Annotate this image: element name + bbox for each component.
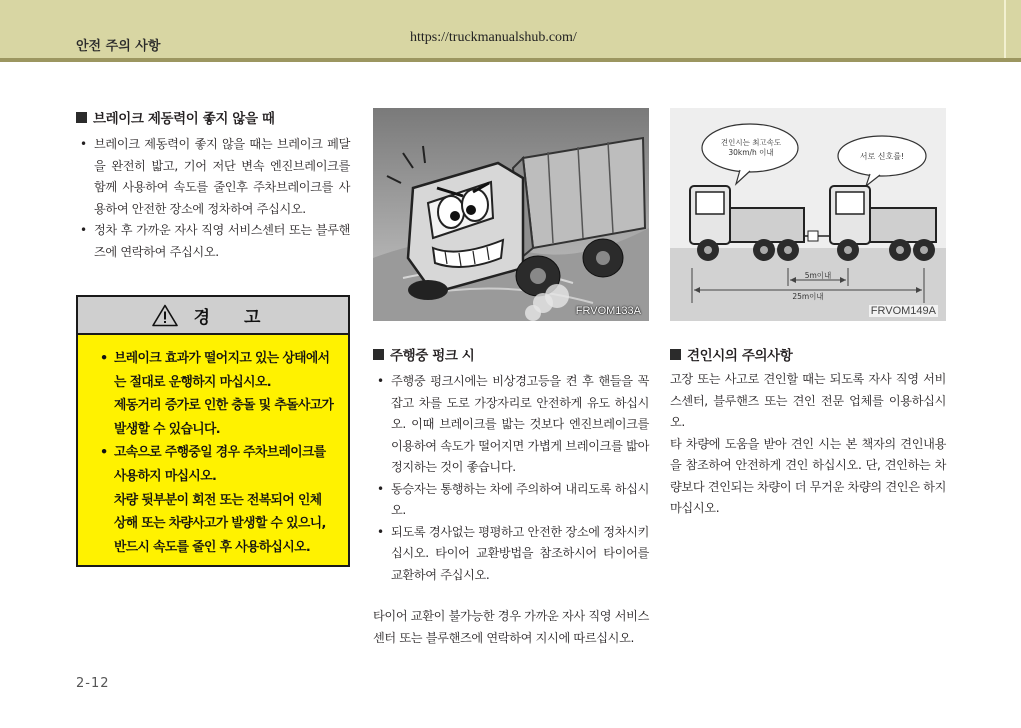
brake-heading [76,108,350,126]
signal-bubble-text: 서로 신호를! [859,152,905,161]
warning-header [78,297,348,335]
header-rule [0,58,1021,62]
section-title: 안전 주의 사항 [76,39,161,54]
warning-box [76,295,350,567]
puncture-bullet-list [373,371,649,586]
towing-paragraph: 고장 또는 사고로 견인할 때는 되도록 자사 직영 서비스센터, 블루핸즈 또는 견인 전문 업체를 이용하십시오. [670,372,946,429]
puncture-heading-text: 주행중 펑크 시 [390,348,475,364]
flat-tire-truck-illustration [373,108,649,321]
truck-cartoon-image [373,108,649,321]
towing-heading-text: 견인시의 주의사항 [687,348,793,364]
warning-list [78,335,348,559]
warning-title: 경 고 [193,307,275,328]
towing-illustration [670,108,946,321]
warning-item [88,441,336,559]
towing-heading [670,345,946,363]
puncture-note: 타이어 교환이 불가능한 경우 가까운 자사 직영 서비스센터 또는 블루핸즈에 연락하여 지시에 따르십시오. [373,609,649,645]
brake-bullet-list [76,134,350,263]
towing-paragraph: 타 차량에 도움을 받아 견인 시는 본 책자의 견인내용을 참조하여 안전하게 견인 하십시오. 단, 견인하는 차량보다 견인되는 차량이 더 무거운 차량의 견인은 하지 마십시오. [670,436,946,515]
column-puncture [373,108,649,649]
distance-long-label: 25m이내 [792,292,824,301]
list-item: • 브레이크 제동력이 좋지 않을 때는 브레이크 페달을 완전히 밟고, 기어 저단 변속 엔진브레이크를 함께 사용하여 속도를 줄인후 주차브레이크를 사용하여 안전한 장소에 정차하여 주십시오. [76,134,350,220]
source-url[interactable]: https://truckmanualshub.com/ [410,30,577,45]
warning-text: 차량 뒷부분이 회전 또는 전복되어 인체 상해 또는 차량사고가 발생할 수 있으니, 반드시 속도를 줄인 후 사용하십시오. [114,492,326,555]
warning-triangle-icon [152,304,178,327]
list-item: • 동승자는 통행하는 차에 주의하여 내리도록 하십시오. [373,479,649,522]
list-item: • 정차 후 가까운 자사 직영 서비스센터 또는 블루핸즈에 연락하여 주십시오. [76,220,350,263]
warning-text: • 브레이크 효과가 떨어지고 있는 상태에서는 절대로 운행하지 마십시오. [114,351,330,390]
square-bullet-icon [373,349,384,360]
brake-heading-text: 브레이크 제동력이 좋지 않을 때 [93,111,275,127]
figure-code: FRVOM133A [575,305,641,317]
list-item: • 되도록 경사없는 평평하고 안전한 장소에 정차시키십시오. 타이어 교환방법을 참조하시어 타이어를 교환하여 주십시오. [373,522,649,587]
header-edge-strip [1004,0,1006,58]
column-brake [76,108,350,263]
square-bullet-icon [76,112,87,123]
page-number: 2-12 [76,676,110,691]
puncture-heading [373,345,649,363]
warning-text: 제동거리 증가로 인한 충돌 및 추돌사고가 발생할 수 있습니다. [114,398,334,437]
warning-item [88,347,336,441]
list-item: • 주행중 펑크시에는 비상경고등을 켠 후 핸들을 꼭 잡고 차를 도로 가장자리로 안전하게 유도 하십시오. 이때 브레이크를 밟는 것보다 엔진브레이크를 이용하여 속도가 떨어지면 가볍게 브레이크를 밟아 정지하는 것이 좋습니다. [373,371,649,479]
distance-short-label: 5m이내 [804,271,832,280]
figure-code: FRVOM149A [870,305,936,317]
speed-bubble-text: 견인시는 최고속도 30km/h 이내 [720,138,782,157]
square-bullet-icon [670,349,681,360]
warning-text: • 고속으로 주행중일 경우 주차브레이크를 사용하지 마십시오. [114,445,326,484]
column-towing [670,108,946,520]
